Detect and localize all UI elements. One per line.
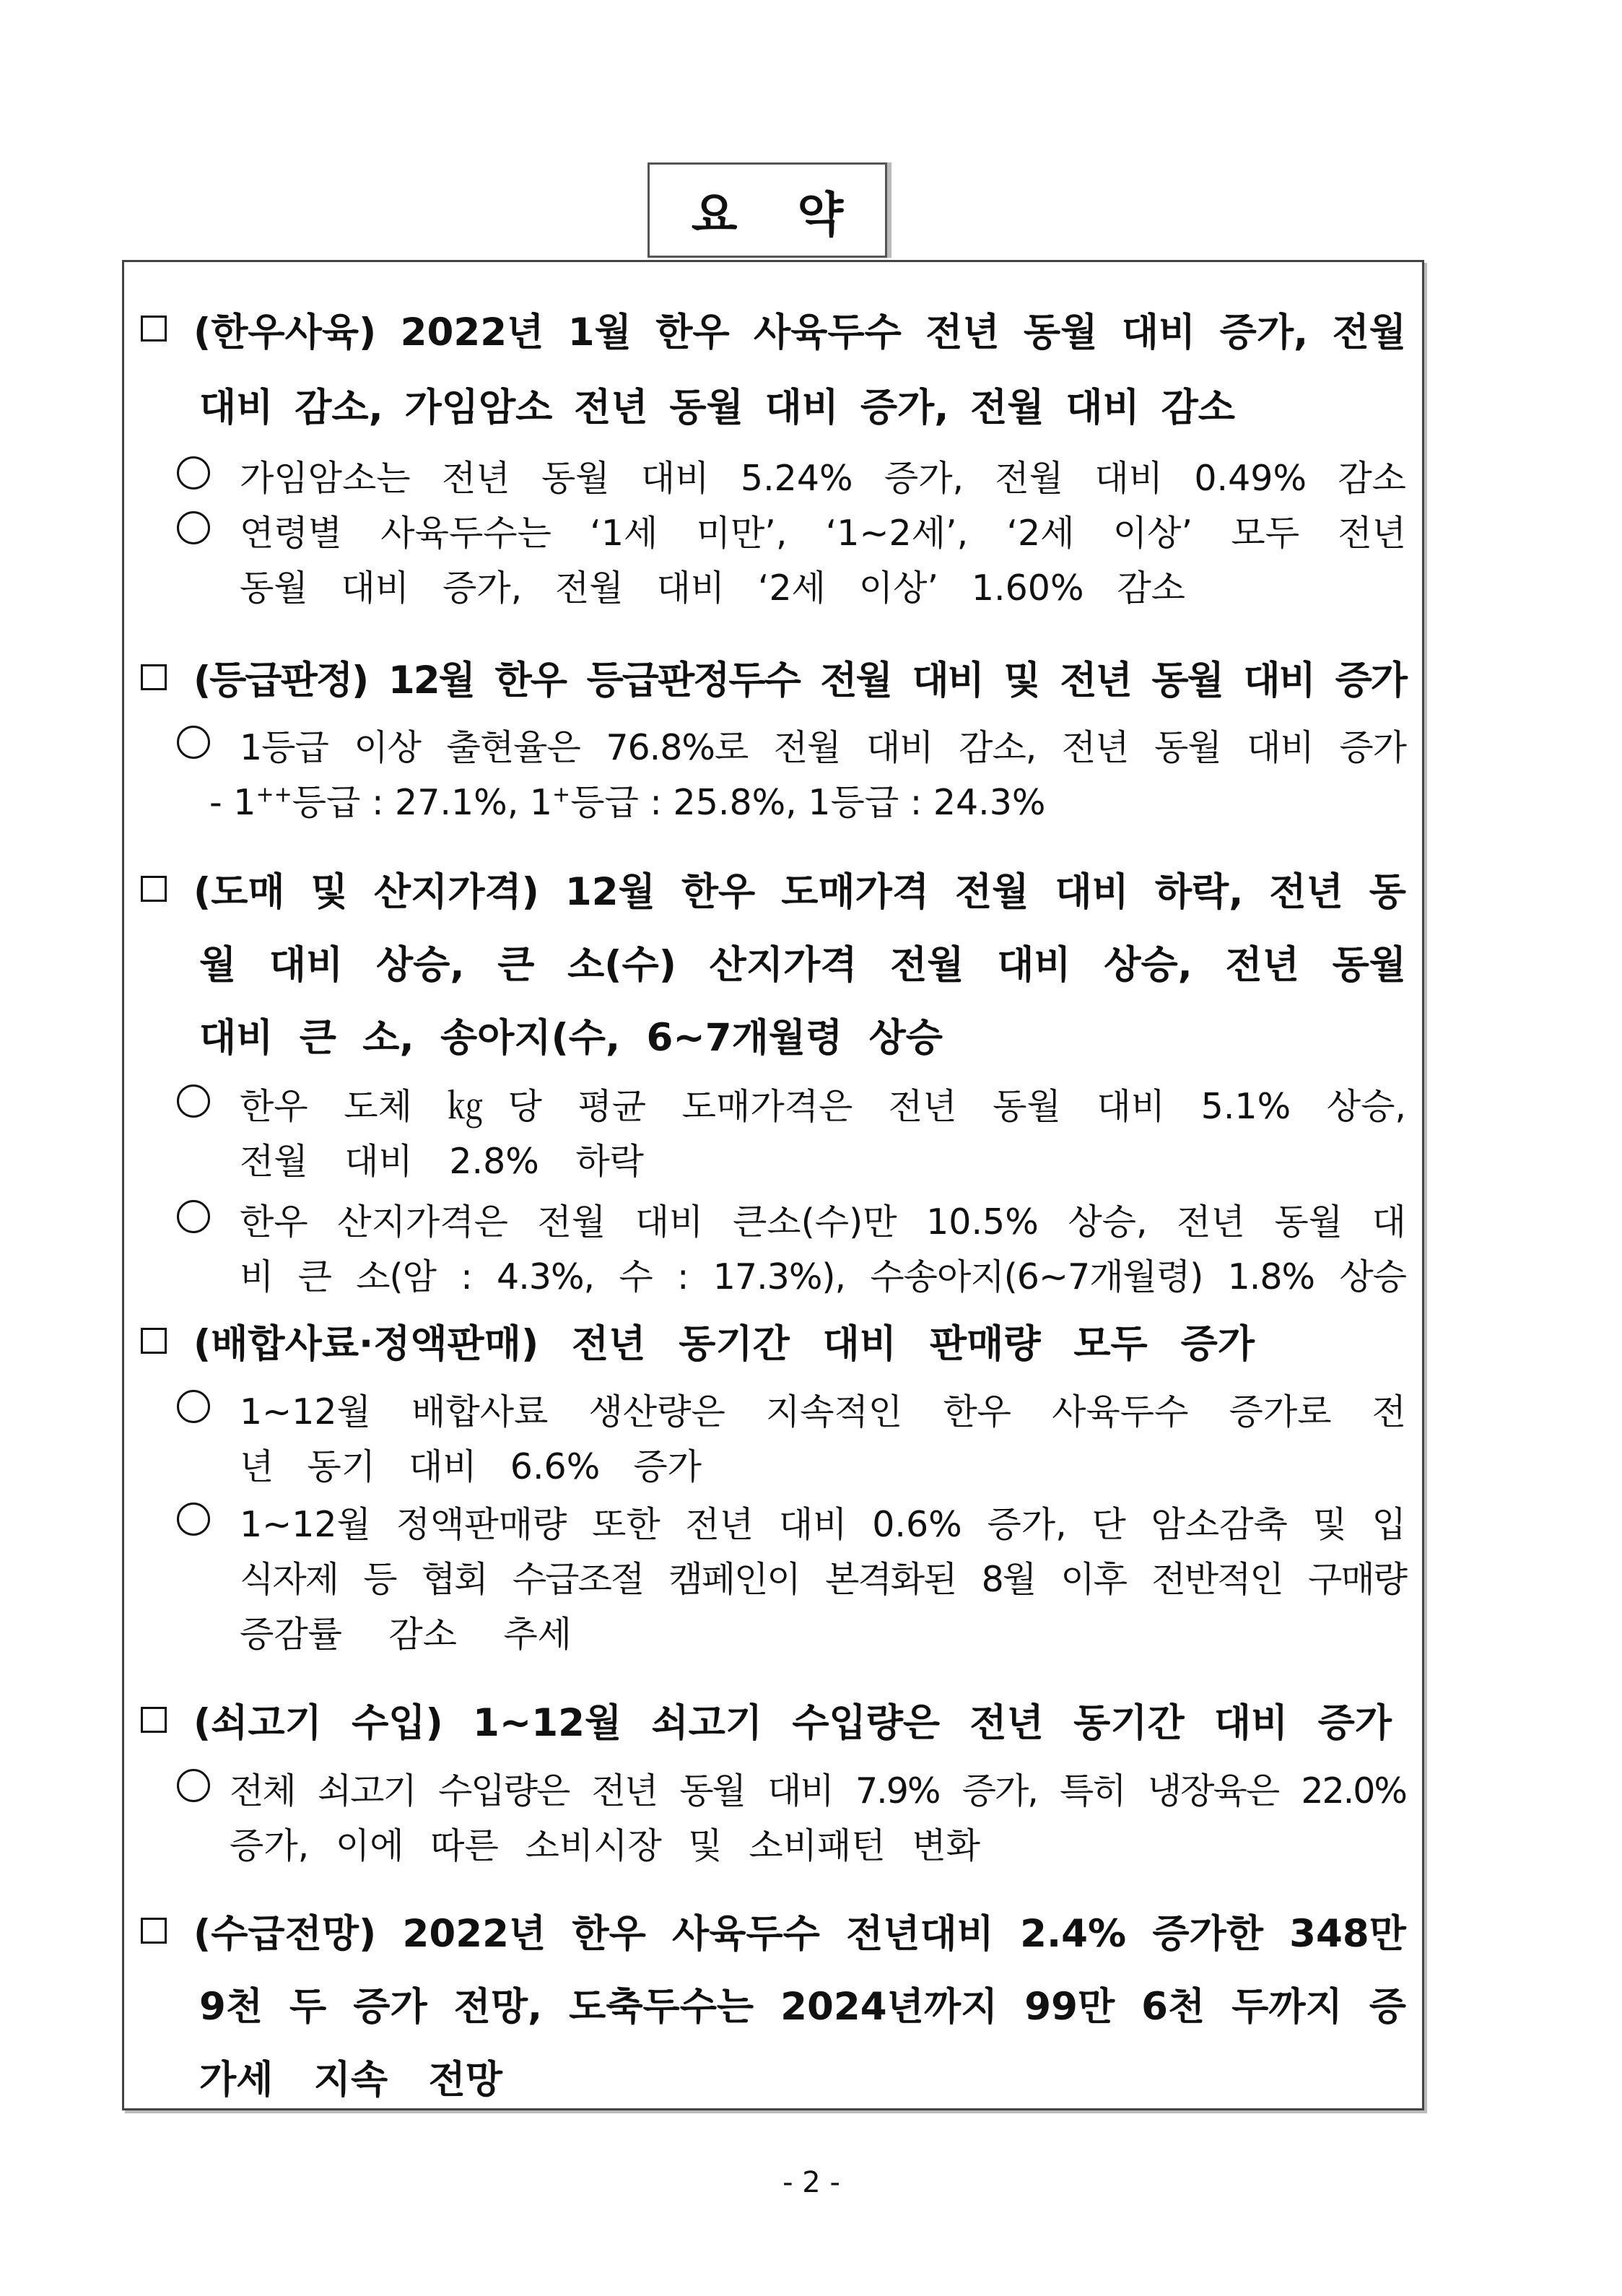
summary-title: 요 약: [648, 162, 887, 258]
circle-bullet-icon: [177, 1200, 210, 1233]
list-item: 1등급 이상 출현율은 76.8%로 전월 대비 감소, 전년 동월 대비 증가: [240, 727, 1406, 768]
list-item-continuation: 전월 대비 2.8% 하락: [240, 1141, 644, 1182]
square-bullet-icon: [141, 1328, 167, 1354]
circle-bullet-icon: [177, 1503, 210, 1536]
list-item: 한우 도체 ㎏당 평균 도매가격은 전년 동월 대비 5.1% 상승,: [240, 1086, 1406, 1127]
list-item: 연령별 사육두수는 ‘1세 미만’, ‘1~2세’, ‘2세 이상’ 모두 전년: [240, 513, 1406, 554]
list-item: 1~12월 정액판매량 또한 전년 대비 0.6% 증가, 단 암소감축 및 입: [240, 1504, 1406, 1545]
list-item: 전체 쇠고기 수입량은 전년 동월 대비 7.9% 증가, 특히 냉장육은 22.0%: [230, 1770, 1406, 1812]
circle-bullet-icon: [177, 1769, 210, 1802]
list-item: 가임암소는 전년 동월 대비 5.24% 증가, 전월 대비 0.49% 감소: [240, 458, 1406, 499]
circle-bullet-icon: [177, 1390, 210, 1423]
section-heading: (수급전망) 2022년 한우 사육두수 전년대비 2.4% 증가한 348만: [193, 1912, 1406, 1956]
section-heading: (배합사료·정액판매) 전년 동기간 대비 판매량 모두 증가: [193, 1322, 1255, 1366]
grade-ratio-line: - 1++등급 : 27.1%, 1+등급 : 25.8%, 1등급 : 24.3%: [209, 782, 1046, 823]
section-heading: (등급판정) 12월 한우 등급판정두수 전월 대비 및 전년 동월 대비 증가: [193, 658, 1406, 703]
section-heading: 월 대비 상승, 큰 소(수) 산지가격 전월 대비 상승, 전년 동월: [199, 943, 1406, 987]
circle-bullet-icon: [177, 456, 210, 490]
square-bullet-icon: [141, 316, 167, 342]
circle-bullet-icon: [177, 511, 210, 544]
square-bullet-icon: [141, 664, 167, 690]
list-item: 1~12월 배합사료 생산량은 지속적인 한우 사육두수 증가로 전: [240, 1391, 1406, 1432]
section-heading: 대비 큰 소, 송아지(수, 6~7개월령 상승: [199, 1016, 943, 1060]
list-item-continuation: 비 큰 소(암 : 4.3%, 수 : 17.3%), 수송아지(6~7개월령) 1.8% 상승: [240, 1256, 1406, 1297]
circle-bullet-icon: [177, 726, 210, 759]
list-item: 한우 산지가격은 전월 대비 큰소(수)만 10.5% 상승, 전년 동월 대: [240, 1201, 1406, 1243]
section-heading: (한우사육) 2022년 1월 한우 사육두수 전년 동월 대비 증가, 전월: [193, 310, 1406, 355]
square-bullet-icon: [141, 1918, 167, 1944]
section-heading: 대비 감소, 가임암소 전년 동월 대비 증가, 전월 대비 감소: [199, 386, 1235, 430]
page-number: - 2 -: [782, 2166, 840, 2199]
section-heading: (쇠고기 수입) 1~12월 쇠고기 수입량은 전년 동기간 대비 증가: [193, 1701, 1392, 1745]
list-item-continuation: 증가, 이에 따른 소비시장 및 소비패턴 변화: [230, 1825, 980, 1866]
square-bullet-icon: [141, 1707, 167, 1733]
list-item-continuation: 년 동기 대비 6.6% 증가: [240, 1446, 702, 1487]
section-heading: 9천 두 증가 전망, 도축두수는 2024년까지 99만 6천 두까지 증: [199, 1985, 1406, 2029]
list-item-continuation: 동월 대비 증가, 전월 대비 ‘2세 이상’ 1.60% 감소: [240, 568, 1185, 609]
list-item-continuation: 식자제 등 협회 수급조절 캠페인이 본격화된 8월 이후 전반적인 구매량: [240, 1559, 1406, 1600]
list-item-continuation: 증감률 감소 추세: [240, 1614, 572, 1655]
section-heading: (도매 및 산지가격) 12월 한우 도매가격 전월 대비 하락, 전년 동: [193, 870, 1406, 914]
square-bullet-icon: [141, 876, 167, 902]
section-heading: 가세 지속 전망: [199, 2058, 502, 2102]
circle-bullet-icon: [177, 1084, 210, 1118]
